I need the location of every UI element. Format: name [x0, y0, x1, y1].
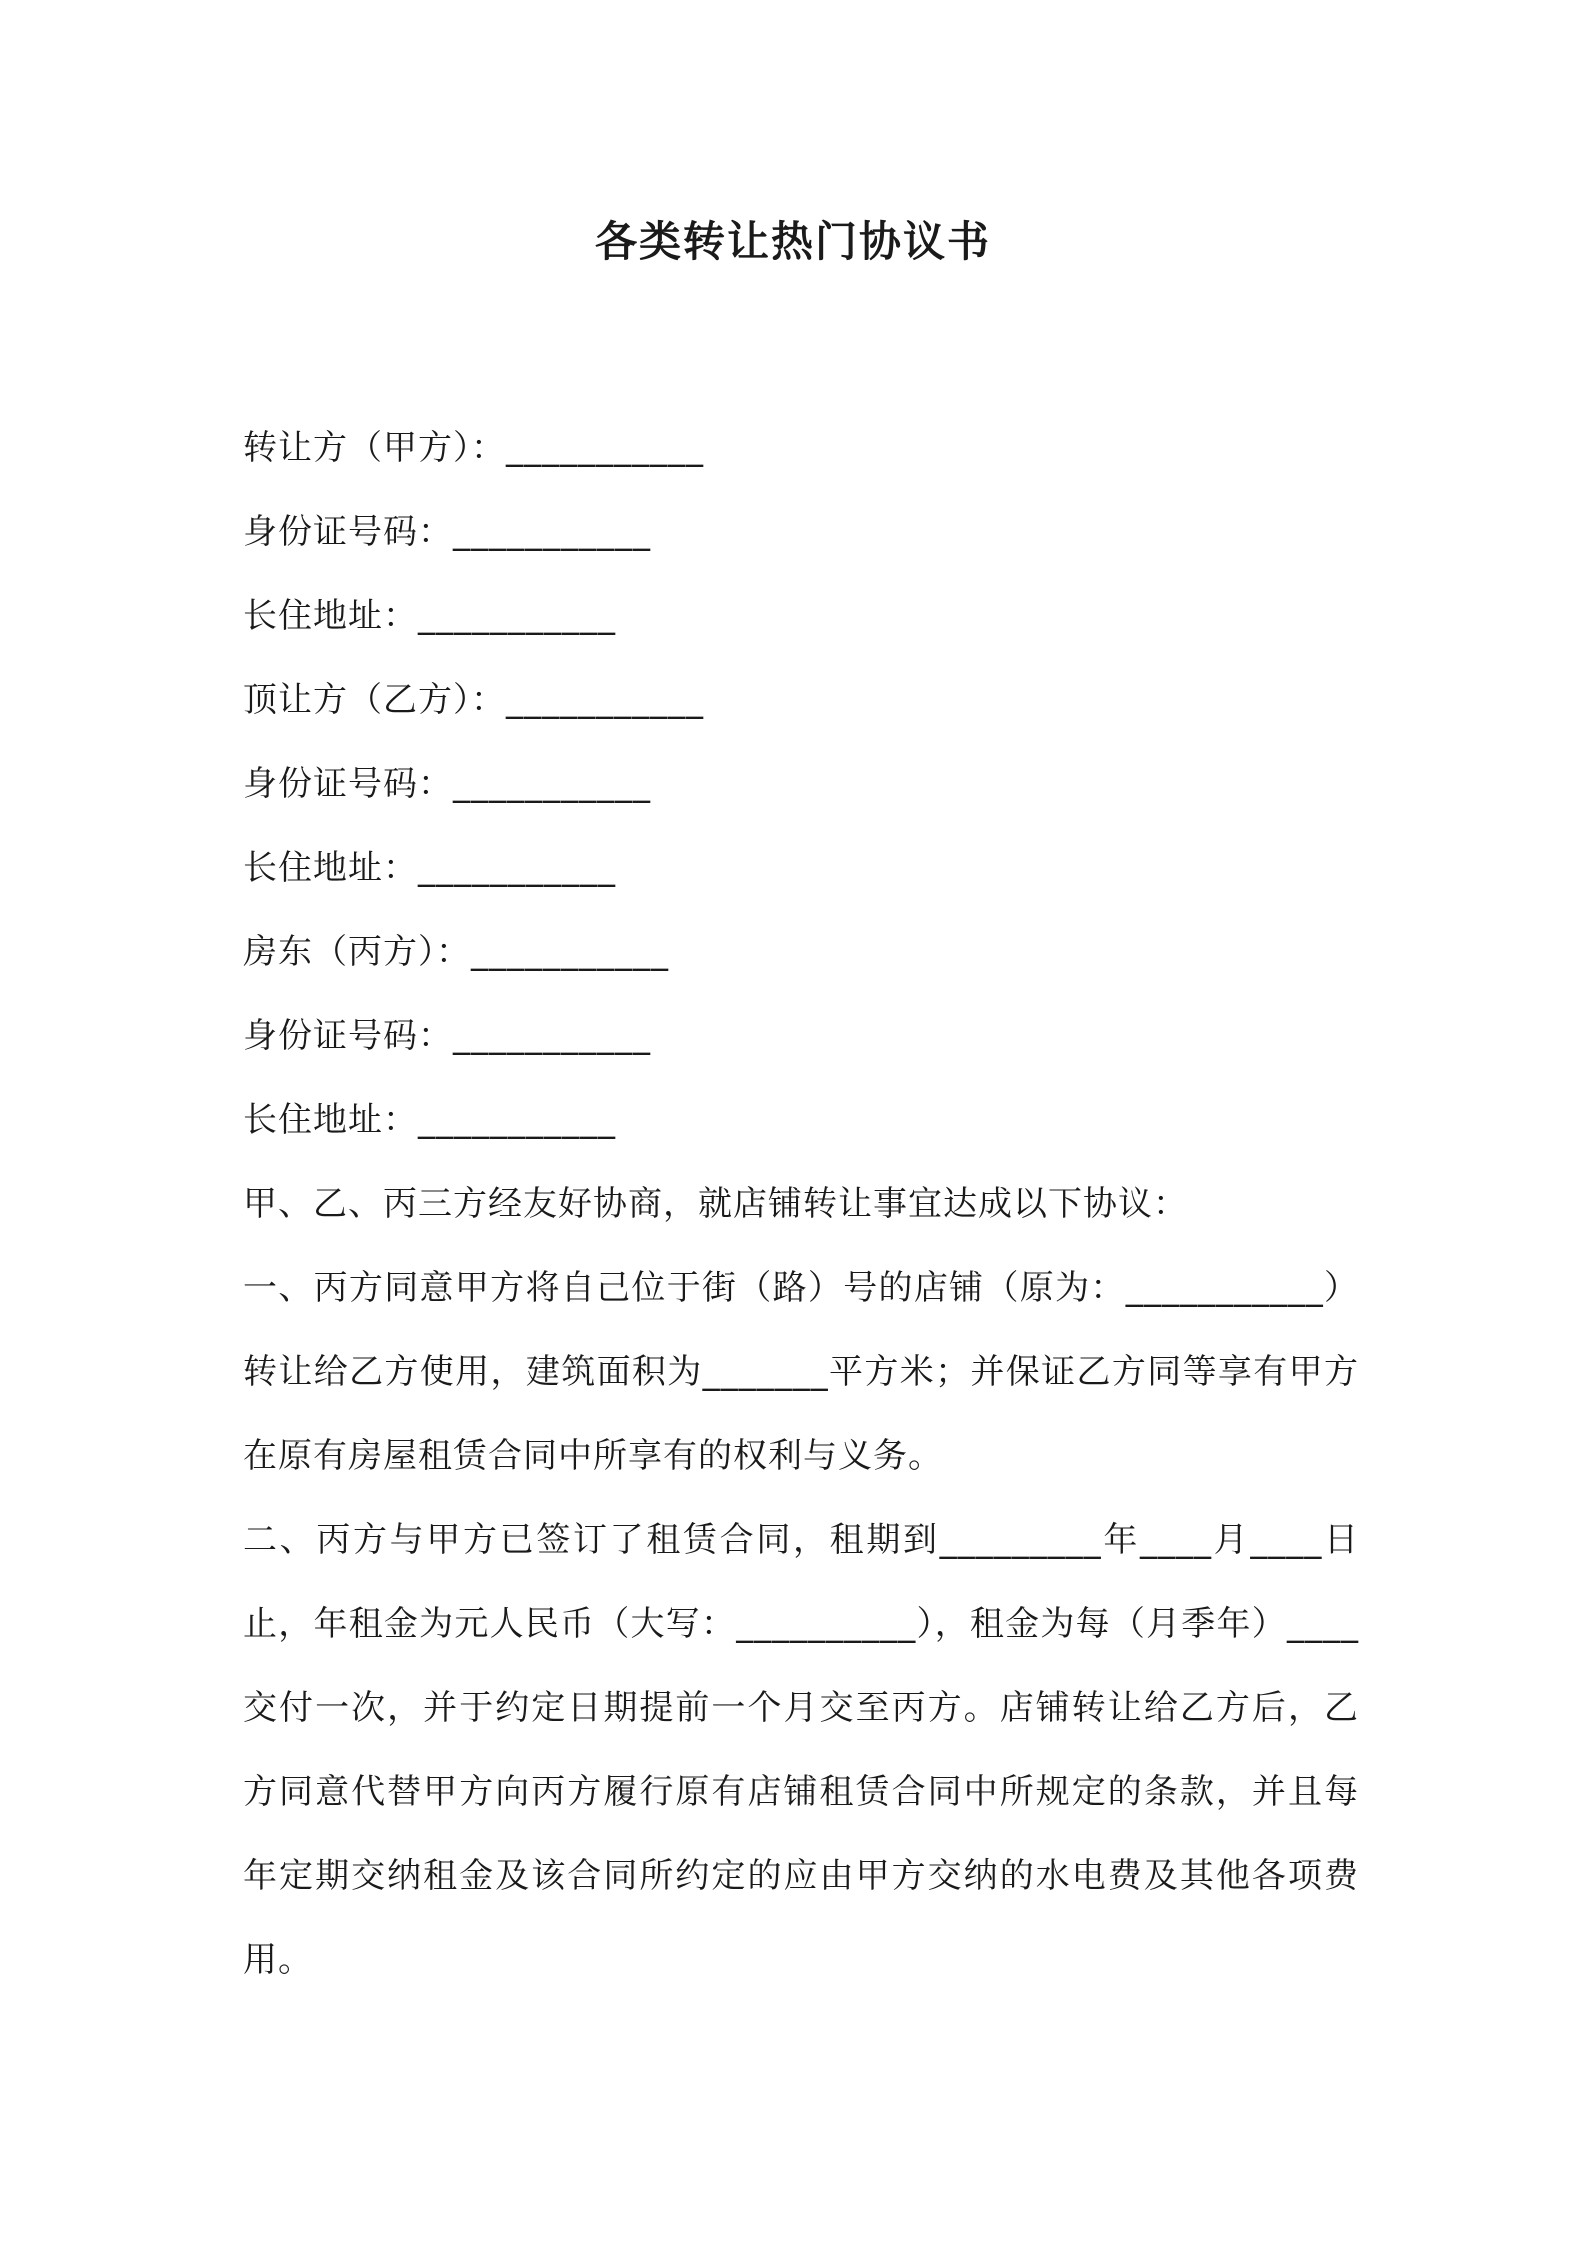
- field-transferee-address: 长住地址：___________: [243, 848, 616, 888]
- field-transferor-id: 身份证号码：___________: [243, 512, 651, 552]
- field-landlord-id: 身份证号码：___________: [243, 1016, 651, 1056]
- field-transferor: 转让方（甲方）：___________: [243, 428, 704, 468]
- field-transferor-address: 长住地址：___________: [243, 596, 616, 636]
- intro-paragraph: 甲、乙、丙三方经友好协商，就店铺转让事宜达成以下协议：: [243, 1184, 1188, 1224]
- document-body: [243, 406, 1359, 2002]
- field-landlord: 房东（丙方）：___________: [243, 932, 669, 972]
- field-transferee-id: 身份证号码：___________: [243, 764, 651, 804]
- field-transferee: 顶让方（乙方）：___________: [243, 680, 704, 720]
- field-landlord-address: 长住地址：___________: [243, 1100, 616, 1140]
- clause-two: 二、丙方与甲方已签订了租赁合同，租期到_________年____月____日止，年租金为元人民币（大写：__________），租金为每（月季年）____交付一次，并于约定日期提前一个月交至丙方。店铺转让给乙方后，乙方同意代替甲方向丙方履行原有店铺租赁合同中所规定的条款，并且每年定期交纳租金及该合同所约定的应由甲方交纳的水电费及其他各项费用。: [243, 1520, 1359, 1980]
- clause-one: 一、丙方同意甲方将自己位于街（路）号的店铺（原为：___________）转让给乙方使用，建筑面积为_______平方米；并保证乙方同等享有甲方在原有房屋租赁合同中所享有的权利与义务。: [243, 1268, 1359, 1476]
- document-title: 各类转让热门协议书: [594, 217, 991, 266]
